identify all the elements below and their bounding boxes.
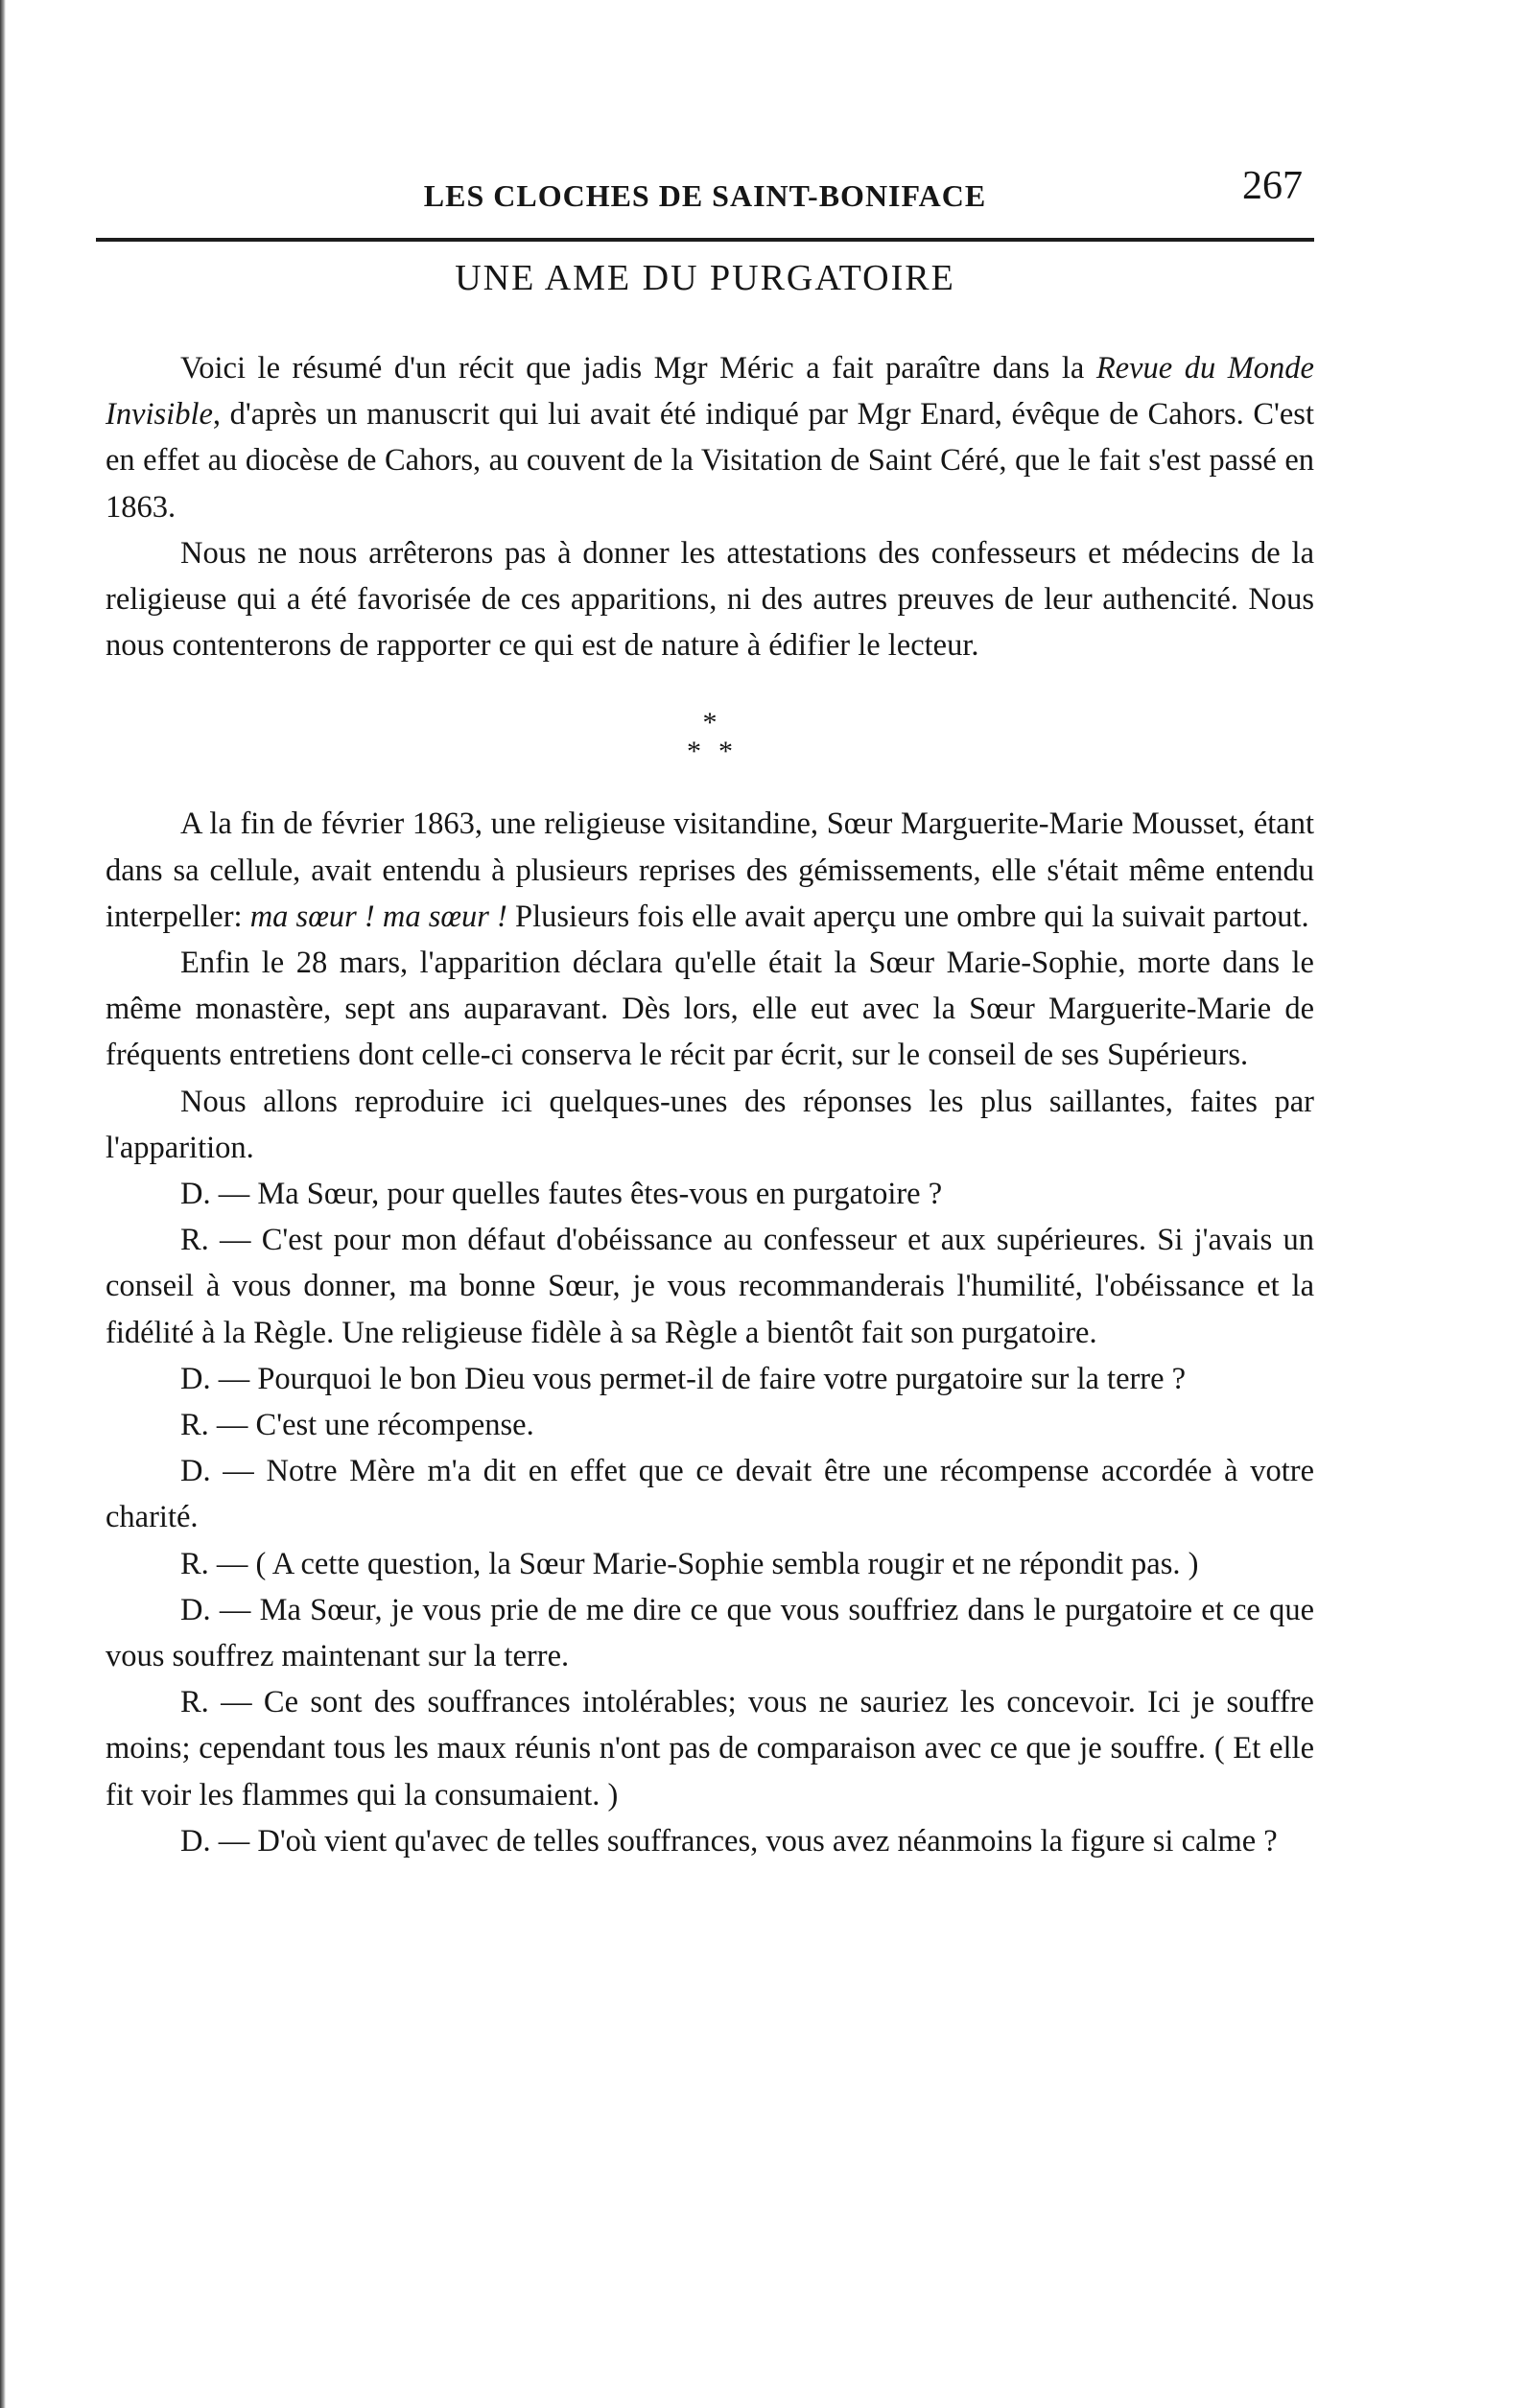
dialogue-answer-3: R. — ( A cette question, la Sœur Marie-Sophie sembla rougir et ne répondit pas. ) [180,1546,1199,1581]
paragraph-narrative-1 [106,801,1314,940]
paragraph-narrative-3: Nous allons reproduire ici quelques-unes des réponses les plus saillantes, faites par l'apparition. [106,1084,1314,1165]
paragraph-intro-1 [106,345,1314,530]
dialogue-question-5: D. — D'où vient qu'avec de telles souffrances, vous avez néanmoins la figure si calme ? [180,1823,1278,1859]
article-title: UNE AME DU PURGATOIRE [455,258,955,298]
narrative-text-b: Plusieurs fois elle avait aperçu une ombre qui la suivait partout. [506,899,1309,934]
running-head [96,163,1324,221]
dialogue-question-2: D. — Pourquoi le bon Dieu vous permet-il de faire votre purgatoire sur la terre ? [180,1361,1187,1396]
dialogue-answer-2: R. — C'est une récompense. [180,1408,534,1443]
intro-text-b: , d'après un manuscrit qui lui avait été indiqué par Mgr Enard, évêque de Cahors. C'est en effet au diocèse de Cahors, au couvent de la Visitation de Saint Céré, que le fait s'est passé en 1863. [106,397,1314,525]
paragraph-narrative-2: Enfin le 28 mars, l'apparition déclara qu'elle était la Sœur Marie-Sophie, morte dans le même monastère, sept ans auparavant. Dès lors, elle eut avec la Sœur Marguerite-Marie de fréquents entretiens dont celle-ci conserva le récit par écrit, sur le conseil de ses Supérieurs. [106,946,1314,1073]
dialogue-question-1: D. — Ma Sœur, pour quelles fautes êtes-vous en purgatoire ? [180,1177,943,1212]
journal-title: Revue du Monde Invisible [106,351,1314,433]
article-body [106,345,1314,1864]
quoted-call: ma sœur ! ma sœur ! [249,899,507,934]
dialogue-answer-4: R. — Ce sont des souffrances intolérables; vous ne sauriez les concevoir. Ici je souffre moins; cependant tous les maux réunis n'ont pas de comparaison avec ce que je souffre. ( Et elle fit voir les flammes qui la consumaient. ) [106,1685,1314,1812]
narrative-text-a: A la fin de février 1863, une religieuse visitandine, Sœur Marguerite-Marie Mousset, étant dans sa cellule, avait entendu à plusieurs reprises des gémissements, elle s'était même entendu interpeller: [106,807,1314,934]
page-number: 267 [1242,164,1303,208]
paragraph-intro-2: Nous ne nous arrêterons pas à donner les attestations des confesseurs et médecins de la religieuse qui a été favorisée de ces apparitions, ni des autres preuves de leur authencité. Nous nous contenterons de rapporter ce qui est de nature à édifier le lecteur. [106,535,1314,664]
dialogue-answer-1: R. — C'est pour mon défaut d'obéissance au confesseur et aux supérieures. Si j'avais un conseil à vous donner, ma bonne Sœur, je vous recommanderais l'humilité, l'obéissance et la fidélité à la Règle. Une religieuse fidèle à sa Règle a bientôt fait son purgatoire. [106,1223,1314,1350]
intro-text-a: Voici le résumé d'un récit que jadis Mgr Méric a fait paraître dans la [180,351,1096,386]
section-break-asterism [106,709,1314,766]
header-rule [96,238,1314,242]
dialogue-question-3: D. — Notre Mère m'a dit en effet que ce devait être une récompense accordée à votre charité. [106,1454,1314,1535]
dialogue-question-4: D. — Ma Sœur, je vous prie de me dire ce que vous souffriez dans le purgatoire et ce que vous souffrez maintenant sur la terre. [106,1592,1314,1674]
asterism-bottom: ** [687,736,750,768]
running-title: LES CLOCHES DE SAINT-BONIFACE [423,178,987,213]
asterism-top: * [702,707,718,739]
